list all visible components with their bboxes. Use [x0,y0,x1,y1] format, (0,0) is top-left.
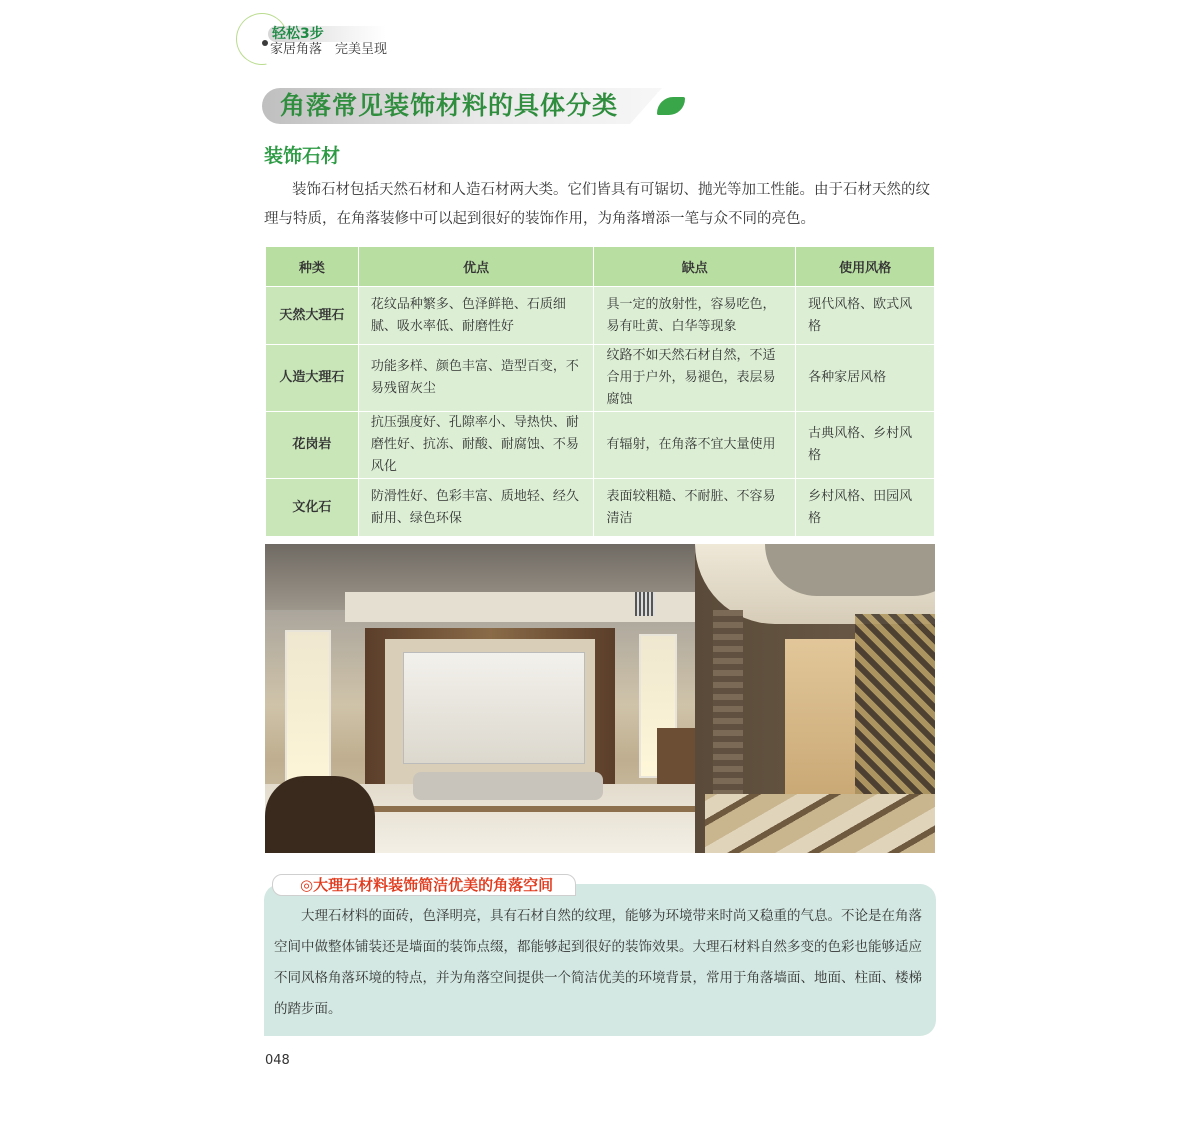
photo-floor-stripe [322,806,727,812]
cell-kind: 花岗岩 [266,412,359,479]
cell-kind: 人造大理石 [266,345,359,412]
photo-projection-screen [403,652,585,764]
photo-dome [765,544,935,596]
table-row [266,479,935,537]
photo-tv-stand [413,772,603,800]
cell-style: 古典风格、乡村风格 [796,412,935,479]
table-row [266,412,935,479]
section-title: 装饰石材 [264,145,341,167]
banner-title: 角落常见装饰材料的具体分类 [280,91,619,120]
photo-doorway [785,639,855,799]
header-pros: 优点 [358,247,594,287]
cell-style: 各种家居风格 [796,345,935,412]
table-header-row [266,247,935,287]
series-title: 轻松3步 [272,26,324,42]
page-number: 048 [265,1053,290,1068]
cell-cons: 具一定的放射性，容易吃色，易有吐黄、白华等现象 [594,287,796,345]
intro-paragraph: 装饰石材包括天然石材和人造石材两大类。它们皆具有可锯切、抛光等加工性能。由于石材天然的纹理与特质，在角落装修中可以起到很好的装饰作用，为角落增添一笔与众不同的亮色。 [264,182,930,227]
photo-marble-floor [705,794,935,853]
materials-table [265,246,935,537]
table-row [266,287,935,345]
cell-kind: 天然大理石 [266,287,359,345]
photo-ceiling-panel [345,592,715,622]
cell-style: 乡村风格、田园风格 [796,479,935,537]
header-kind: 种类 [266,247,359,287]
living-room-photo [265,544,935,853]
cell-pros: 防滑性好、色彩丰富、质地轻、经久耐用、绿色环保 [358,479,594,537]
cell-pros: 花纹品种繁多、色泽鲜艳、石质细腻、吸水率低、耐磨性好 [358,287,594,345]
table-row [266,345,935,412]
cell-pros: 功能多样、颜色丰富、造型百变，不易残留灰尘 [358,345,594,412]
caption-title: ◎大理石材料装饰简洁优美的角落空间 [300,876,554,894]
header-ornament-dot [262,40,268,46]
section-banner [262,88,692,126]
photo-armchair [265,776,375,853]
cell-cons: 有辐射，在角落不宜大量使用 [594,412,796,479]
cell-kind: 文化石 [266,479,359,537]
series-subtitle: 家居角落 完美呈现 [270,42,388,57]
cell-cons: 表面较粗糙、不耐脏、不容易清洁 [594,479,796,537]
cell-pros: 抗压强度好、孔隙率小、导热快、耐磨性好、抗冻、耐酸、耐腐蚀、不易风化 [358,412,594,479]
caption-body: 大理石材料的面砖，色泽明亮，具有石材自然的纹理，能够为环境带来时尚又稳重的气息。不论是在角落空间中做整体铺装还是墙面的装饰点缀，都能够起到很好的装饰效果。大理石材料自然多变的色彩也能够适应不同风格角落环境的特点，并为角落空间提供一个简洁优美的环境背景，常用于角落墙面、地面、柱面、楼梯的踏步面。 [274,908,922,1017]
cell-style: 现代风格、欧式风格 [796,287,935,345]
header-style: 使用风格 [796,247,935,287]
cell-cons: 纹路不如天然石材自然，不适合用于户外，易褪色，表层易腐蚀 [594,345,796,412]
header-cons: 缺点 [594,247,796,287]
photo-air-vent [635,592,655,616]
